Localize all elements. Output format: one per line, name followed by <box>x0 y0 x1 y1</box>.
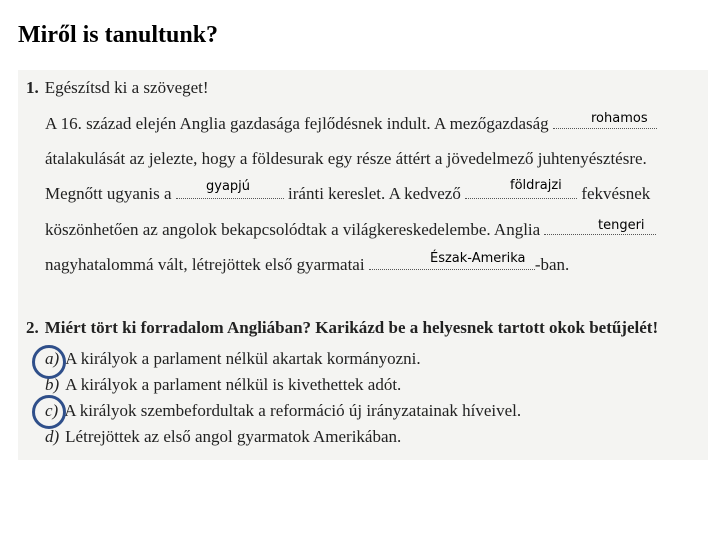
option-c[interactable] <box>45 401 521 421</box>
task1-text-5b: -ban. <box>534 255 570 274</box>
option-b-text: A királyok a parlament nélkül is kivethettek adót. <box>65 375 402 394</box>
task1-text-5a: nagyhatalommá vált, létrejöttek első gyarmatai <box>45 255 365 274</box>
option-c-letter: c) <box>45 401 59 420</box>
answer-circle-a <box>32 345 66 379</box>
task1-heading <box>26 78 209 98</box>
option-b[interactable] <box>45 375 401 395</box>
answer-circle-c <box>32 395 66 429</box>
task1-text-4: köszönhetően az angolok bekapcsolódtak a világkereskedelembe. Anglia <box>45 220 541 239</box>
option-a-text: A királyok a parlament nélkül akartak kormányozni. <box>65 349 421 368</box>
page-title: Miről is tanultunk? <box>18 22 219 48</box>
task1-text-3a: Megnőtt ugyanis a <box>45 184 172 203</box>
option-d-letter: d) <box>45 427 60 446</box>
task1-number: 1. <box>26 78 39 97</box>
option-d[interactable] <box>45 427 401 447</box>
task1-text-1: A 16. század elején Anglia gazdasága fejlődésnek indult. A mezőgazdaság <box>45 114 549 133</box>
task2-heading <box>26 318 658 338</box>
task1-heading-text: Egészítsd ki a szöveget! <box>44 78 209 97</box>
answer-2: gyapjú <box>206 179 251 194</box>
task1-line-4 <box>45 220 656 240</box>
task2-heading-text: Miért tört ki forradalom Angliában? Karikázd be a helyesnek tartott okok betűjelét! <box>44 318 659 337</box>
answer-3: földrajzi <box>510 178 562 193</box>
option-a[interactable] <box>45 349 421 369</box>
answer-5: Észak-Amerika <box>430 251 526 266</box>
option-b-letter: b) <box>45 375 60 394</box>
option-c-text: A királyok szembefordultak a reformáció új irányzatainak híveivel. <box>64 401 522 420</box>
task1-text-3b: iránti kereslet. A kedvező <box>288 184 461 203</box>
task1-line-2: átalakulását az jelezte, hogy a földesurak egy része áttért a jövedelmező juhtenyésztésre. <box>45 149 647 168</box>
option-d-text: Létrejöttek az első angol gyarmatok Amerikában. <box>65 427 402 446</box>
option-a-letter: a) <box>45 349 60 368</box>
task1-line-1 <box>45 114 657 134</box>
answer-4: tengeri <box>598 218 645 233</box>
task2-number: 2. <box>26 318 39 337</box>
task1-text-3c: fekvésnek <box>581 184 651 203</box>
answer-1: rohamos <box>591 111 648 126</box>
